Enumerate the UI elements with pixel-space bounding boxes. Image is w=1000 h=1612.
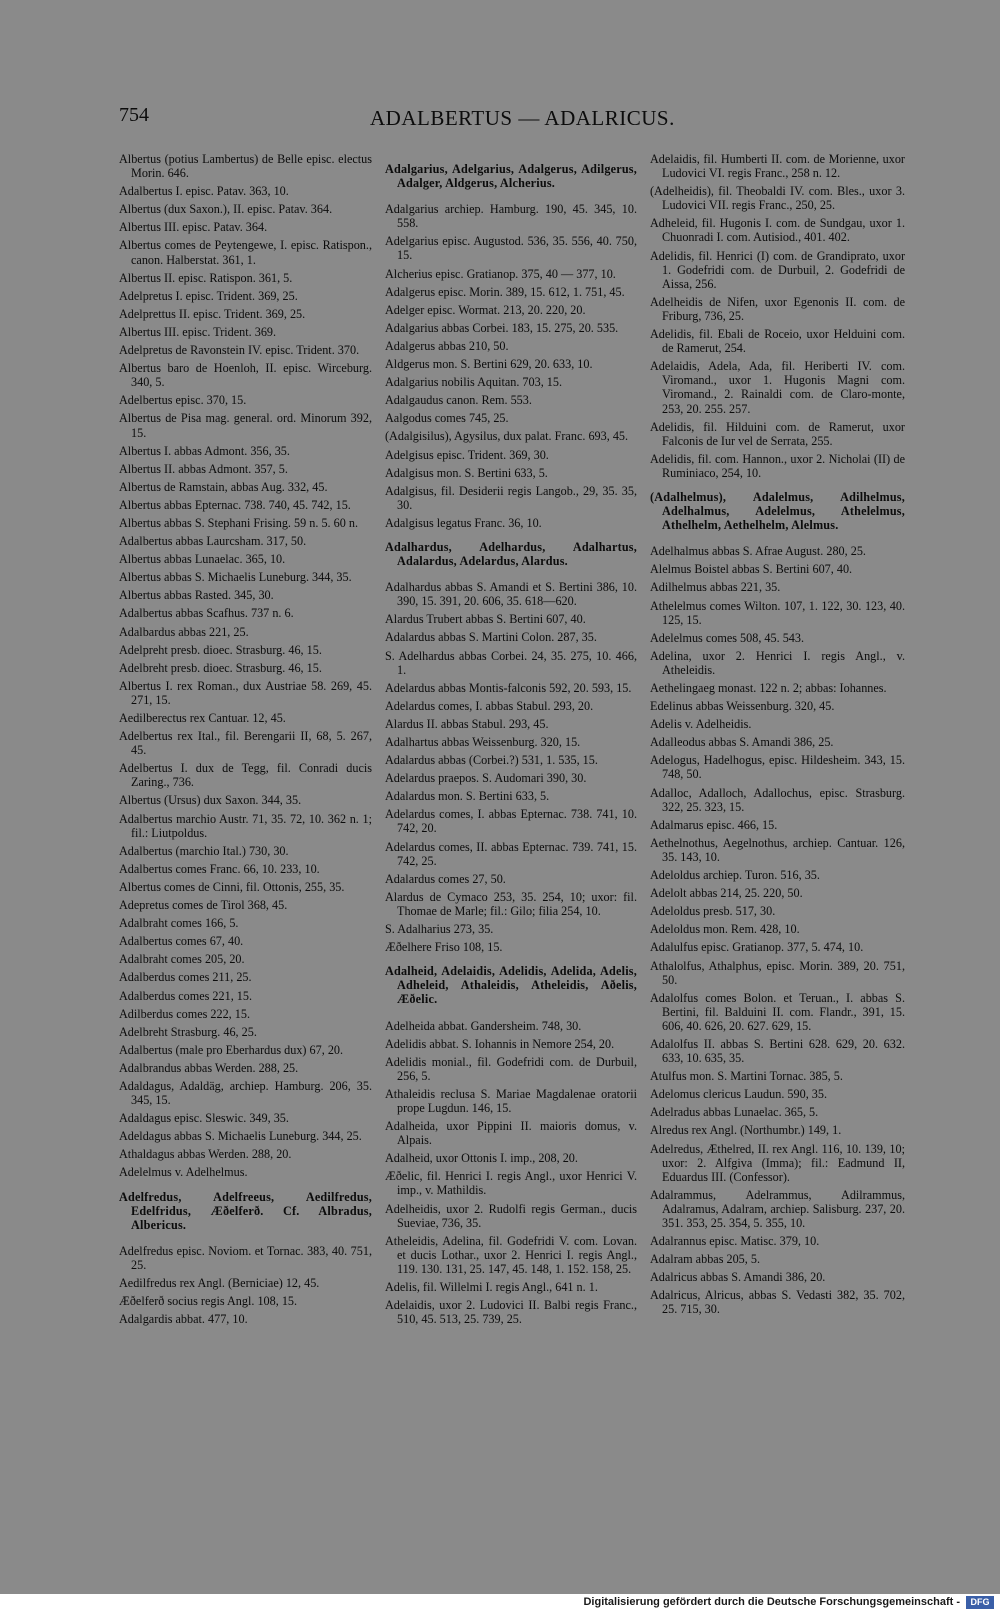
index-entry: Adelolt abbas 214, 25. 220, 50. <box>650 886 803 901</box>
index-entry: Adalgarius nobilis Aquitan. 703, 15. <box>385 375 563 390</box>
index-entry: Adalbertus comes Franc. 66, 10. 233, 10. <box>119 861 320 876</box>
index-entry: Æðelferð socius regis Angl. 108, 15. <box>119 1294 298 1309</box>
index-entry: Adelgisus episc. Trident. 369, 30. <box>385 447 549 462</box>
footer-bar <box>0 1594 1000 1612</box>
index-entry: Adelredus, Æthelred, II. rex Angl. 116, 10. 139, 10; uxor: 2. Alfgiva (Imma); fil.: Eadmund II, Eduardus III. (Confessor). <box>650 1141 905 1184</box>
index-entry: Adeloldus archiep. Turon. 516, 35. <box>650 868 820 883</box>
index-entry: Adalgerus abbas 210, 50. <box>385 338 509 353</box>
index-entry: Alelmus Boistel abbas S. Bertini 607, 40. <box>650 562 853 577</box>
index-entry: Adalgarius archiep. Hamburg. 190, 45. 345, 10. 558. <box>385 202 637 231</box>
index-entry: Albertus abbas S. Stephani Frising. 59 n. 5. 60 n. <box>119 515 359 530</box>
index-entry: Adalrannus episc. Matisc. 379, 10. <box>650 1234 820 1249</box>
index-entry: Adilberdus comes 222, 15. <box>119 1006 250 1021</box>
index-entry: Adalardus mon. S. Bertini 633, 5. <box>385 789 550 804</box>
index-entry: Adelardus comes, II. abbas Epternac. 739. 741, 15. 742, 25. <box>385 839 637 868</box>
index-entry: Adalbertus abbas Laurcsham. 317, 50. <box>119 534 307 549</box>
index-entry: Adeloldus mon. Rem. 428, 10. <box>650 922 800 937</box>
index-entry: Adalgisus legatus Franc. 36, 10. <box>385 515 542 530</box>
running-title: ADALBERTUS — ADALRICUS. <box>370 106 675 130</box>
index-entry: Adelprettus II. episc. Trident. 369, 25. <box>119 306 306 321</box>
index-entry: Adalgaudus canon. Rem. 553. <box>385 393 532 408</box>
index-entry: Adalbertus abbas Scafhus. 737 n. 6. <box>119 606 294 621</box>
index-entry: Adalheida, uxor Pippini II. maioris domus, v. Alpais. <box>385 1119 637 1148</box>
index-entry: Adelelmus v. Adelhelmus. <box>119 1165 248 1180</box>
index-entry: Atheleidis, Adelina, fil. Godefridi V. com. Lovan. et ducis Lothar., uxor 2. Henrici I. regis Angl., 119. 130. 131, 25. 147, 45. 148, 1. 152. 158, 25. <box>385 1233 637 1276</box>
index-column-2 <box>385 152 637 1330</box>
index-entry: Adelpretus I. episc. Trident. 369, 25. <box>119 288 298 303</box>
index-entry: Adalmarus episc. 466, 15. <box>650 817 778 832</box>
page-header <box>0 104 1000 134</box>
index-entry: Albertus de Pisa mag. general. ord. Minorum 392, 15. <box>119 411 372 440</box>
index-entry: Adalgerus episc. Morin. 389, 15. 612, 1. 751, 45. <box>385 284 625 299</box>
index-entry: Alredus rex Angl. (Northumbr.) 149, 1. <box>650 1123 842 1138</box>
index-entry: Adelardus praepos. S. Audomari 390, 30. <box>385 771 587 786</box>
index-entry: Albertus (potius Lambertus) de Belle episc. electus Morin. 646. <box>119 152 372 181</box>
index-entry: Adalricus abbas S. Amandi 386, 20. <box>650 1270 826 1285</box>
index-entry: Adalbertus comes 67, 40. <box>119 934 244 949</box>
index-entry: Adaldagus, Adaldäg, archiep. Hamburg. 206, 35. 345, 15. <box>119 1078 372 1108</box>
index-entry: Æðelhere Friso 108, 15. <box>385 940 503 955</box>
index-entry: Adalloc, Adalloch, Adallochus, episc. Strasburg. 322, 25. 323, 15. <box>650 785 905 814</box>
index-entry: Adepretus comes de Tirol 368, 45. <box>119 898 288 913</box>
index-entry: Adelidis, fil. Hilduini com. de Ramerut, uxor Falconis de Iur vel de Serrata, 255. <box>650 419 905 448</box>
index-group-heading: Adalhardus, Adelhardus, Adalhartus, Adalardus, Adelardus, Alardus. <box>385 539 637 569</box>
index-entry: Adalricus, Alricus, abbas S. Vedasti 382, 35. 702, 25. 715, 30. <box>650 1288 905 1317</box>
index-entry: Adelis v. Adelheidis. <box>650 717 752 732</box>
index-entry: Athaldagus abbas Werden. 288, 20. <box>119 1147 292 1162</box>
index-entry: Adalrammus, Adelrammus, Adilrammus, Adalramus, Adalram, archiep. Salisburg. 237, 20. 351. 353, 25. 354, 5. 355, 10. <box>650 1187 905 1230</box>
index-entry: Athalolfus, Athalphus, episc. Morin. 389, 20. 751, 50. <box>650 958 905 987</box>
index-entry: Adelaidis, fil. Humberti II. com. de Morienne, uxor Ludovici VI. regis Franc., 258 n. 12. <box>650 152 905 181</box>
index-entry: Adalolfus II. abbas S. Bertini 628. 629, 20. 632. 633, 10. 635, 35. <box>650 1036 905 1066</box>
index-entry: Adelomus clericus Laudun. 590, 35. <box>650 1087 828 1102</box>
index-entry: Albertus comes de Peytengewe, I. episc. Ratispon., canon. Halberstat. 361, 1. <box>119 238 372 267</box>
index-entry: Adelheidis, uxor 2. Rudolfi regis German., ducis Sueviae, 736, 35. <box>385 1201 637 1230</box>
index-entry: Albertus baro de Hoenloh, II. episc. Wirceburg. 340, 5. <box>119 361 372 390</box>
index-entry: Alardus Trubert abbas S. Bertini 607, 40. <box>385 612 586 627</box>
index-entry: Adeldagus abbas S. Michaelis Luneburg. 344, 25. <box>119 1129 362 1144</box>
page-number: 754 <box>119 104 149 126</box>
index-entry: Adalgarius abbas Corbei. 183, 15. 275, 20. 535. <box>385 320 619 335</box>
index-entry: Adelfredus episc. Noviom. et Tornac. 383, 40. 751, 25. <box>119 1243 372 1272</box>
index-entry: Adelaidis, uxor 2. Ludovici II. Balbi regis Franc., 510, 45. 513, 25. 739, 25. <box>385 1298 637 1327</box>
index-column-1 <box>119 152 372 1330</box>
index-entry: Aethelingaeg monast. 122 n. 2; abbas: Iohannes. <box>650 681 887 695</box>
index-entry: Albertus abbas Lunaelac. 365, 10. <box>119 552 286 567</box>
index-entry: Adalardus comes 27, 50. <box>385 871 506 886</box>
index-entry: Athaleidis reclusa S. Mariae Magdalenae oratorii prope Lugdun. 146, 15. <box>385 1086 637 1115</box>
index-entry: Athelelmus comes Wilton. 107, 1. 122, 30. 123, 40. 125, 15. <box>650 598 905 627</box>
index-entry: Adelaidis, Adela, Ada, fil. Heriberti IV. com. Viromand., uxor 1. Hugonis Magni com. Viromand., 2. Rainaldi com. de Claro-monte, 253, 20. 255. 257. <box>650 359 905 416</box>
index-entry: Adelidis, fil. Ebali de Roceio, uxor Helduini com. de Ramerut, 254. <box>650 327 905 356</box>
index-entry: (Adelheidis), fil. Theobaldi IV. com. Bles., uxor 3. Ludovici VII. regis Franc., 250, 25. <box>650 184 905 213</box>
index-entry: Adalheid, uxor Ottonis I. imp., 208, 20. <box>385 1151 578 1166</box>
index-entry: Albertus II. episc. Ratispon. 361, 5. <box>119 270 293 285</box>
index-entry: Albertus comes de Cinni, fil. Ottonis, 255, 35. <box>119 879 345 894</box>
index-entry: Adelpretus de Ravonstein IV. episc. Trident. 370. <box>119 343 360 358</box>
index-entry: Adelidis abbat. S. Iohannis in Nemore 254, 20. <box>385 1036 615 1051</box>
index-entry: Albertus III. episc. Patav. 364. <box>119 220 268 235</box>
index-column-3 <box>650 152 905 1321</box>
index-entry: Adelidis, fil. com. Hannon., uxor 2. Nicholai (II) de Ruminiaco, 254, 10. <box>650 451 905 480</box>
index-entry: Aedilfredus rex Angl. (Berniciae) 12, 45. <box>119 1276 320 1290</box>
index-entry: Adelbertus rex Ital., fil. Berengarii II, 68, 5. 267, 45. <box>119 729 372 758</box>
index-entry: Albertus de Ramstain, abbas Aug. 332, 45. <box>119 479 328 494</box>
index-entry: Adalhartus abbas Weissenburg. 320, 15. <box>385 735 581 749</box>
index-entry: Alardus de Cymaco 253, 35. 254, 10; uxor: fil. Thomae de Marle; fil.: Gilo; filia 254, 10. <box>385 889 637 918</box>
index-entry: Albertus III. episc. Trident. 369. <box>119 324 277 339</box>
index-entry: Adelheidis de Nifen, uxor Egenonis II. com. de Friburg, 736, 25. <box>650 294 905 323</box>
index-entry: Adelbreht Strasburg. 46, 25. <box>119 1024 257 1039</box>
dfg-logo: DFG <box>966 1596 994 1609</box>
index-entry: Albertus II. abbas Admont. 357, 5. <box>119 461 288 476</box>
index-entry: Adelhalmus abbas S. Afrae August. 280, 25. <box>650 544 866 559</box>
index-entry: Adelardus comes, I. abbas Stabul. 293, 20. <box>385 698 594 713</box>
index-entry: Adelardus abbas Montis-falconis 592, 20. 593, 15. <box>385 680 632 695</box>
index-entry: Adalbertus marchio Austr. 71, 35. 72, 10. 362 n. 1; fil.: Liutpoldus. <box>119 811 372 840</box>
index-entry: Alardus II. abbas Stabul. 293, 45. <box>385 716 549 731</box>
index-entry: Atulfus mon. S. Martini Tornac. 385, 5. <box>650 1069 843 1084</box>
index-entry: Adelelmus comes 508, 45. 543. <box>650 630 805 645</box>
index-entry: (Adalgisilus), Agysilus, dux palat. Franc. 693, 45. <box>385 429 629 444</box>
index-entry: Albertus I. rex Roman., dux Austriae 58. 269, 45. 271, 15. <box>119 678 372 707</box>
index-entry: Aldgerus mon. S. Bertini 629, 20. 633, 10. <box>385 357 593 372</box>
index-group-heading: (Adalhelmus), Adalelmus, Adilhelmus, Adelhalmus, Adelelmus, Athelelmus, Athelhelm, Aethelhelm, Alelmus. <box>650 489 905 533</box>
index-entry: Albertus (dux Saxon.), II. episc. Patav. 364. <box>119 202 333 217</box>
index-entry: Adalbardus abbas 221, 25. <box>119 624 249 639</box>
index-entry: Adelardus comes, I. abbas Epternac. 738. 741, 10. 742, 20. <box>385 807 637 836</box>
index-entry: Adalleodus abbas S. Amandi 386, 25. <box>650 735 834 750</box>
index-entry: Albertus (Ursus) dux Saxon. 344, 35. <box>119 793 302 808</box>
index-group-heading: Adelfredus, Adelfreeus, Aedilfredus, Edelfridus, Æðelferð. Cf. Albradus, Albericus. <box>119 1189 372 1232</box>
index-entry: Adelger episc. Wormat. 213, 20. 220, 20. <box>385 302 586 317</box>
index-entry: Adelbreht presb. dioec. Strasburg. 46, 15. <box>119 660 322 675</box>
index-entry: Adalbertus (male pro Eberhardus dux) 67, 20. <box>119 1042 344 1057</box>
index-entry: Adalhardus abbas S. Amandi et S. Bertini 386, 10. 390, 15. 391, 20. 606, 35. 618—620. <box>385 580 637 609</box>
footer-credit: Digitalisierung gefördert durch die Deutsche Forschungsgemeinschaft - <box>583 1596 960 1608</box>
index-entry: Albertus abbas Epternac. 738. 740, 45. 742, 15. <box>119 497 351 512</box>
index-entry: Aethelnothus, Aegelnothus, archiep. Cantuar. 126, 35. 143, 10. <box>650 835 905 864</box>
index-group-heading: Adalgarius, Adelgarius, Adalgerus, Adilgerus, Adalger, Aldgerus, Alcherius. <box>385 162 637 191</box>
index-entry: Adelis, fil. Willelmi I. regis Angl., 641 n. 1. <box>385 1280 598 1294</box>
index-entry: Adelbertus episc. 370, 15. <box>119 393 247 408</box>
index-entry: Adelpreht presb. dioec. Strasburg. 46, 15. <box>119 642 322 657</box>
index-entry: Adelina, uxor 2. Henrici I. regis Angl., v. Atheleidis. <box>650 648 905 677</box>
index-entry: Adalardus abbas S. Martini Colon. 287, 35. <box>385 630 597 645</box>
index-entry: S. Adelhardus abbas Corbei. 24, 35. 275, 10. 466, 1. <box>385 648 637 677</box>
index-entry: Adelradus abbas Lunaelac. 365, 5. <box>650 1105 819 1120</box>
index-entry: Adalbraht comes 205, 20. <box>119 952 245 967</box>
index-entry: S. Adalharius 273, 35. <box>385 922 494 937</box>
index-entry: Adelgarius episc. Augustod. 536, 35. 556, 40. 750, 15. <box>385 234 637 263</box>
index-group-heading: Adalheid, Adelaidis, Adelidis, Adelida, Adelis, Adheleid, Athaleidis, Atheleidis, Aðelis, Æðelic. <box>385 964 637 1007</box>
index-entry: Aalgodus comes 745, 25. <box>385 411 509 426</box>
index-entry: Adalolfus comes Bolon. et Teruan., I. abbas S. Bertini, fil. Balduini II. com. Flandr., 391, 15. 606, 40. 626, 20. 627. 629, 15. <box>650 990 905 1033</box>
index-entry: Adalram abbas 205, 5. <box>650 1252 760 1267</box>
index-entry: Albertus abbas S. Michaelis Luneburg. 344, 35. <box>119 570 352 585</box>
index-entry: Adalbertus (marchio Ital.) 730, 30. <box>119 843 289 858</box>
index-entry: Adalgisus mon. S. Bertini 633, 5. <box>385 465 548 480</box>
index-entry: Adelheida abbat. Gandersheim. 748, 30. <box>385 1018 582 1033</box>
index-entry: Adalardus abbas (Corbei.?) 531, 1. 535, 15. <box>385 753 598 768</box>
index-entry: Albertus I. abbas Admont. 356, 35. <box>119 443 290 458</box>
index-entry: Adilhelmus abbas 221, 35. <box>650 580 781 595</box>
index-entry: Adheleid, fil. Hugonis I. com. de Sundgau, uxor 1. Chuonradi I. com. Autisiod., 401. 402. <box>650 216 905 245</box>
index-entry: Adalbertus I. episc. Patav. 363, 10. <box>119 184 289 199</box>
index-entry: Adalberdus comes 221, 15. <box>119 988 253 1003</box>
index-entry: Adelogus, Hadelhogus, episc. Hildesheim. 343, 15. 748, 50. <box>650 753 905 782</box>
index-entry: Adalbrandus abbas Werden. 288, 25. <box>119 1060 299 1075</box>
index-entry: Adalgisus, fil. Desiderii regis Langob., 29, 35. 35, 30. <box>385 483 637 512</box>
index-entry: Albertus abbas Rasted. 345, 30. <box>119 588 274 603</box>
index-entry: Adeloldus presb. 517, 30. <box>650 904 776 919</box>
index-entry: Adaldagus episc. Sleswic. 349, 35. <box>119 1111 289 1126</box>
index-entry: Aedilberectus rex Cantuar. 12, 45. <box>119 711 286 725</box>
index-entry: Adelbertus I. dux de Tegg, fil. Conradi ducis Zaring., 736. <box>119 761 372 790</box>
index-entry: Adalulfus episc. Gratianop. 377, 5. 474, 10. <box>650 940 864 955</box>
index-entry: Adalgardis abbat. 477, 10. <box>119 1312 248 1327</box>
index-entry: Adalbraht comes 166, 5. <box>119 916 239 931</box>
index-entry: Adelidis, fil. Henrici (I) com. de Grandiprato, uxor 1. Godefridi com. de Durbuil, 2. Godefridi de Aissa, 256. <box>650 248 905 291</box>
index-entry: Adalberdus comes 211, 25. <box>119 970 252 985</box>
index-entry: Edelinus abbas Weissenburg. 320, 45. <box>650 699 835 714</box>
index-entry: Adelidis monial., fil. Godefridi com. de Durbuil, 256, 5. <box>385 1054 637 1083</box>
index-entry: Æðelic, fil. Henrici I. regis Angl., uxor Henrici V. imp., v. Mathildis. <box>385 1169 637 1198</box>
index-entry: Alcherius episc. Gratianop. 375, 40 — 377, 10. <box>385 266 616 281</box>
